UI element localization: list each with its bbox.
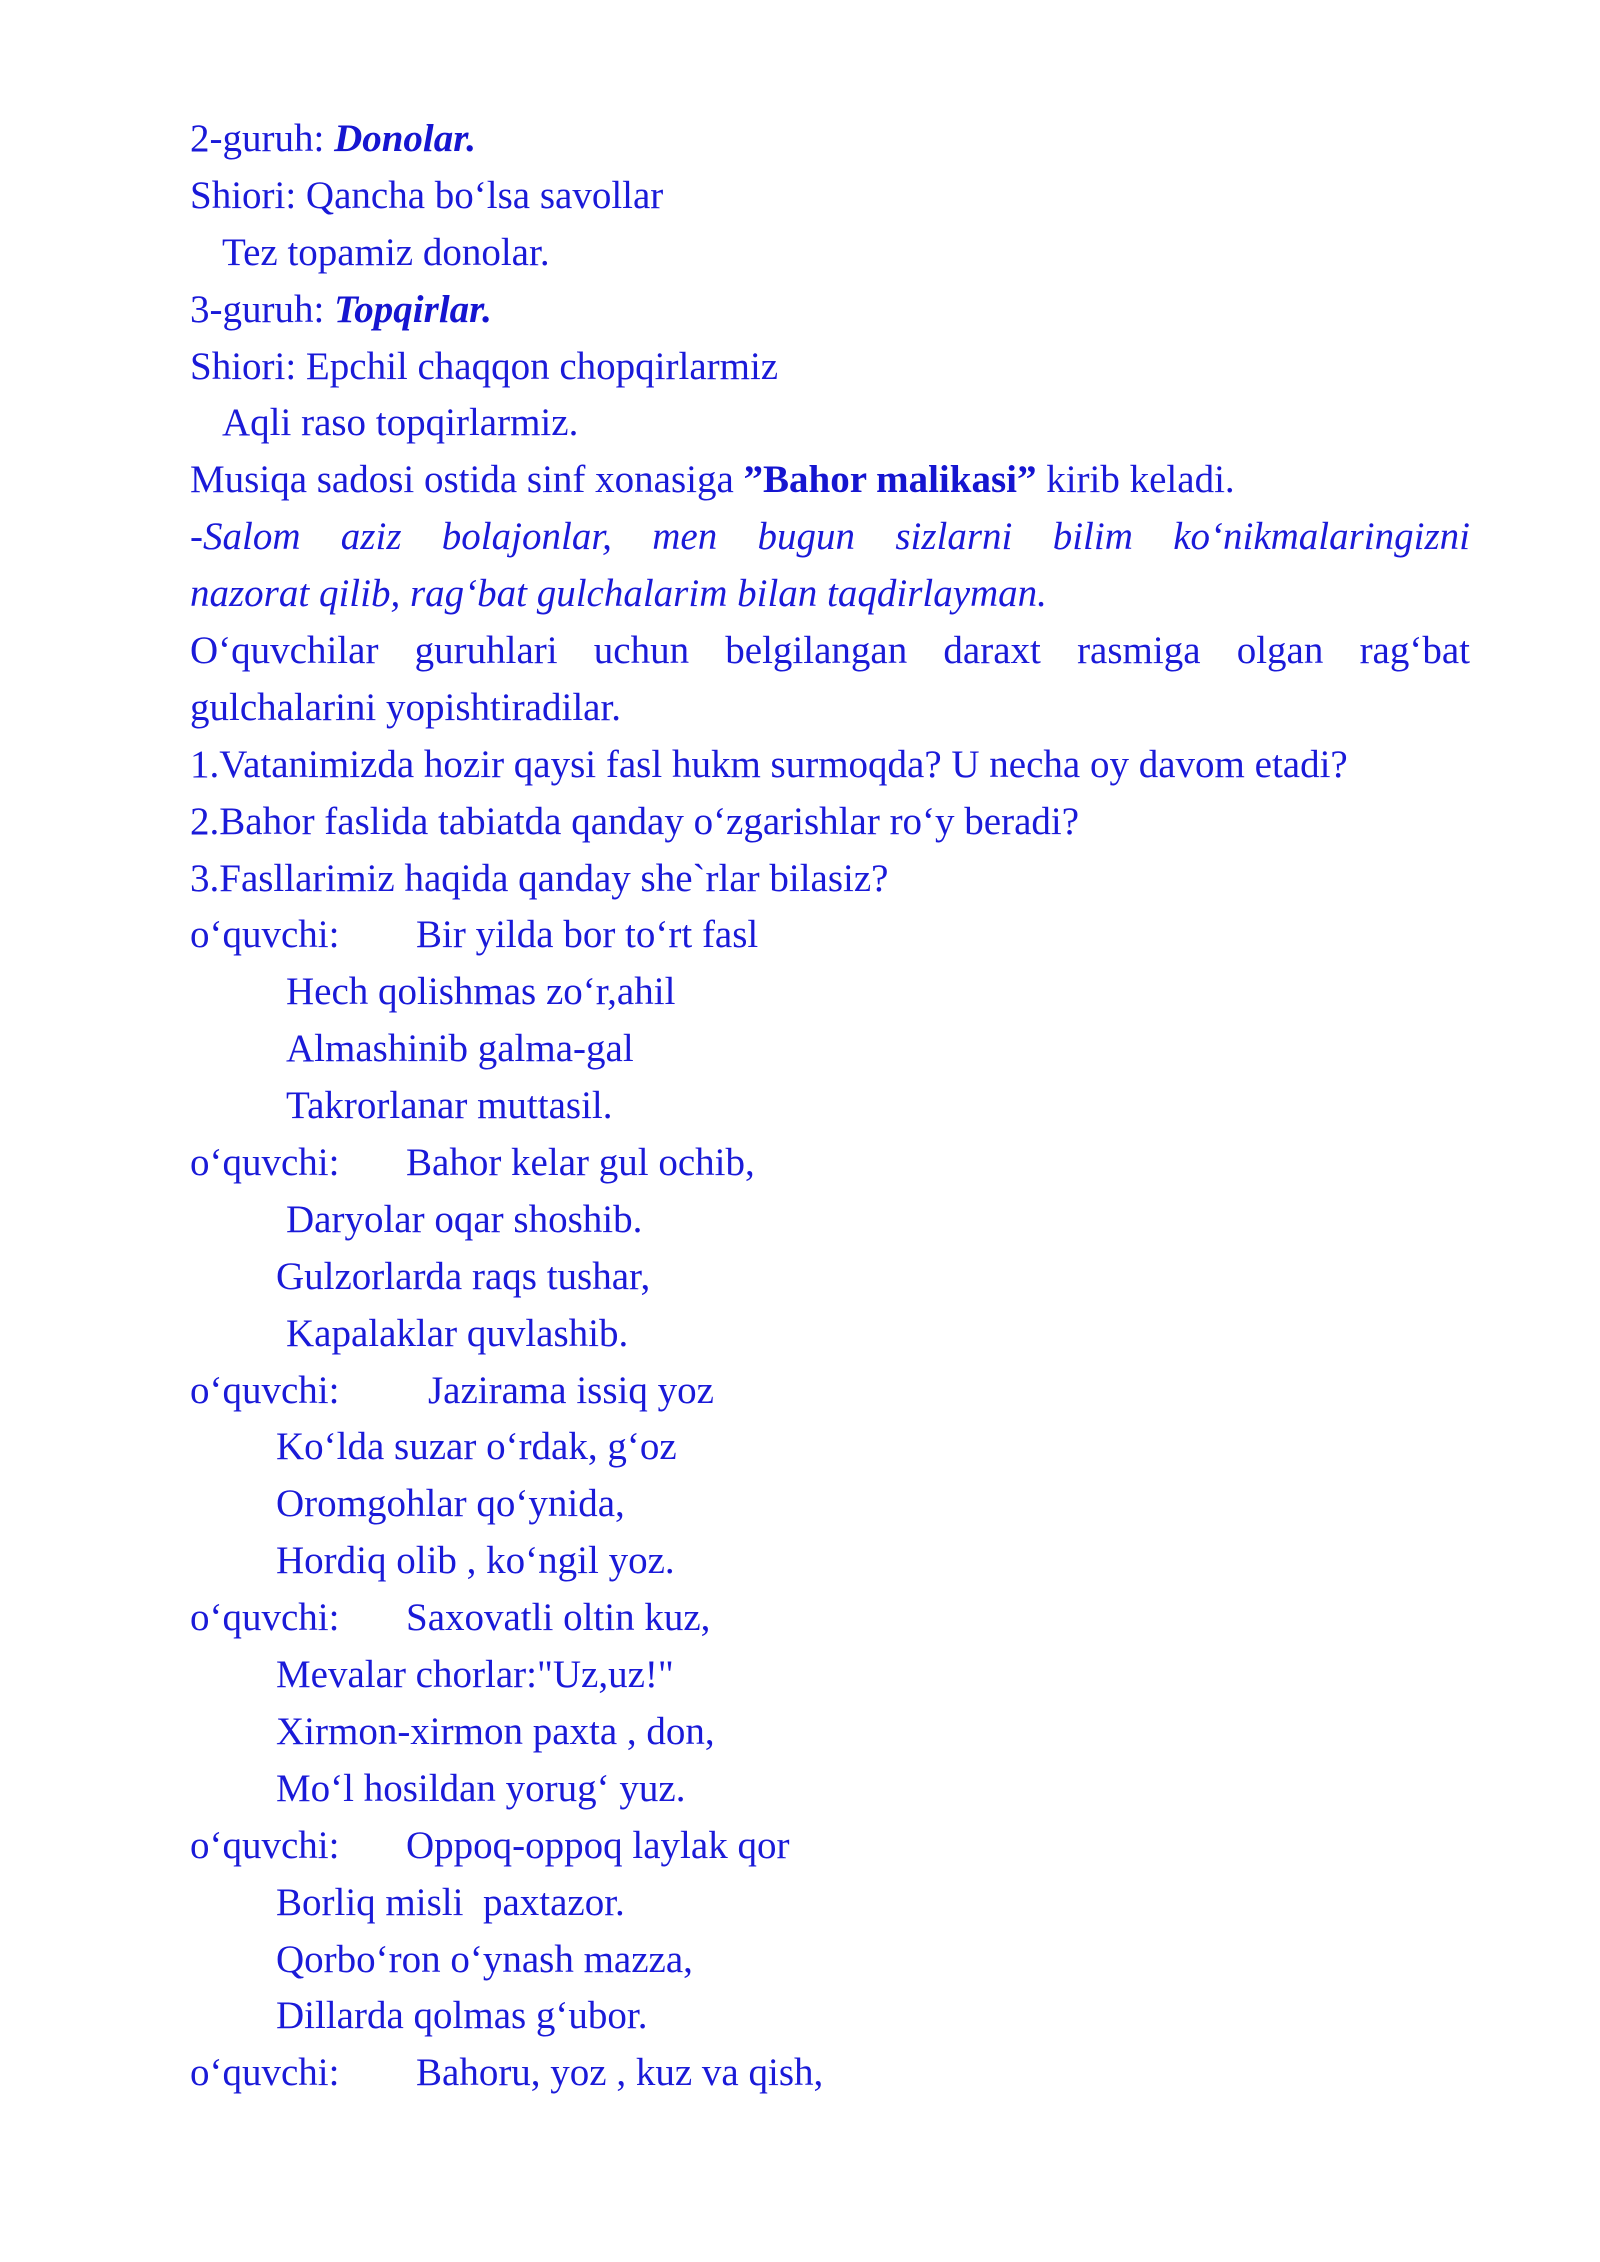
poem-3-line-3: Oromgohlar qo‘ynida, bbox=[276, 1482, 625, 1526]
poem-1-line-3: Almashinib galma-gal bbox=[286, 1027, 634, 1071]
question-1: 1.Vatanimizda hozir qaysi fasl hukm surmoqda? U necha oy davom etadi? bbox=[190, 742, 1348, 786]
poem-5-line-1: o‘quvchi: Oppoq-oppoq laylak qor bbox=[190, 1818, 1470, 1875]
group-3-name: Topqirlar. bbox=[334, 287, 492, 331]
document-body bbox=[190, 111, 1470, 2102]
group-3-heading: 3-guruh: Topqirlar. bbox=[190, 287, 492, 331]
poem-5-line-2: Borliq misli paxtazor. bbox=[276, 1880, 625, 1924]
action-line-2: gulchalarini yopishtiradilar. bbox=[190, 685, 622, 729]
group-2-name: Donolar. bbox=[334, 117, 477, 160]
poem-3-line-1: o‘quvchi: Jazirama issiq yoz bbox=[190, 1363, 1470, 1420]
speaker-label: o‘quvchi: bbox=[190, 913, 340, 957]
question-2: 2.Bahor faslida tabiatda qanday o‘zgarishlar ro‘y beradi? bbox=[190, 799, 1080, 843]
question-3: 3.Fasllarimiz haqida qanday she`rlar bilasiz? bbox=[190, 856, 889, 900]
speaker-label: o‘quvchi: bbox=[190, 2051, 340, 2095]
group-3-motto-line-1: Shiori: Epchil chaqqon chopqirlarmiz bbox=[190, 344, 779, 388]
poem-1-line-2: Hech qolishmas zo‘r,ahil bbox=[286, 970, 676, 1014]
poem-2-line-4: Kapalaklar quvlashib. bbox=[286, 1311, 629, 1355]
poem-3-line-4: Hordiq olib , ko‘ngil yoz. bbox=[276, 1539, 675, 1583]
speaker-label: o‘quvchi: bbox=[190, 1141, 340, 1185]
bahor-malikasi-title: ”Bahor malikasi” bbox=[743, 458, 1037, 502]
group-3-motto-line-2: Aqli raso topqirlarmiz. bbox=[222, 401, 579, 445]
greeting-line-1: -Salom aziz bolajonlar, men bugun sizlarni bilim ko‘nikmalaringizni bbox=[190, 515, 1470, 559]
action-line-1: O‘quvchilar guruhlari uchun belgilangan daraxt rasmiga olgan rag‘bat bbox=[190, 629, 1470, 673]
greeting-line-2: nazorat qilib, rag‘bat gulchalarim bilan taqdirlayman. bbox=[190, 572, 1047, 616]
poem-6-line-1: o‘quvchi: Bahoru, yoz , kuz va qish, bbox=[190, 2045, 1470, 2102]
music-entrance-line: Musiqa sadosi ostida sinf xonasiga ”Bahor malikasi” kirib keladi. bbox=[190, 458, 1235, 502]
poem-4-line-3: Xirmon-xirmon paxta , don, bbox=[276, 1709, 715, 1753]
speaker-label: o‘quvchi: bbox=[190, 1823, 340, 1867]
group-2-motto-line-1: Shiori: Qancha bo‘lsa savollar bbox=[190, 173, 664, 217]
poem-5-line-3: Qorbo‘ron o‘ynash mazza, bbox=[276, 1937, 693, 1981]
poem-4-line-4: Mo‘l hosildan yorug‘ yuz. bbox=[276, 1766, 686, 1810]
poem-2-line-2: Daryolar oqar shoshib. bbox=[286, 1197, 643, 1241]
poem-2-line-1: o‘quvchi: Bahor kelar gul ochib, bbox=[190, 1135, 1470, 1192]
group-2-motto-line-2: Tez topamiz donolar. bbox=[222, 230, 550, 274]
poem-1-line-1: o‘quvchi: Bir yilda bor to‘rt fasl bbox=[190, 907, 1470, 964]
poem-2-line-3: Gulzorlarda raqs tushar, bbox=[276, 1254, 651, 1298]
poem-4-line-1: o‘quvchi: Saxovatli oltin kuz, bbox=[190, 1590, 1470, 1647]
poem-4-line-2: Mevalar chorlar:"Uz,uz!" bbox=[276, 1653, 674, 1697]
poem-5-line-4: Dillarda qolmas g‘ubor. bbox=[276, 1994, 648, 2038]
group-2-heading: 2-guruh: Donolar. bbox=[190, 117, 477, 160]
speaker-label: o‘quvchi: bbox=[190, 1596, 340, 1640]
speaker-label: o‘quvchi: bbox=[190, 1368, 340, 1412]
poem-3-line-2: Ko‘lda suzar o‘rdak, g‘oz bbox=[276, 1425, 677, 1469]
poem-1-line-4: Takrorlanar muttasil. bbox=[286, 1084, 613, 1128]
